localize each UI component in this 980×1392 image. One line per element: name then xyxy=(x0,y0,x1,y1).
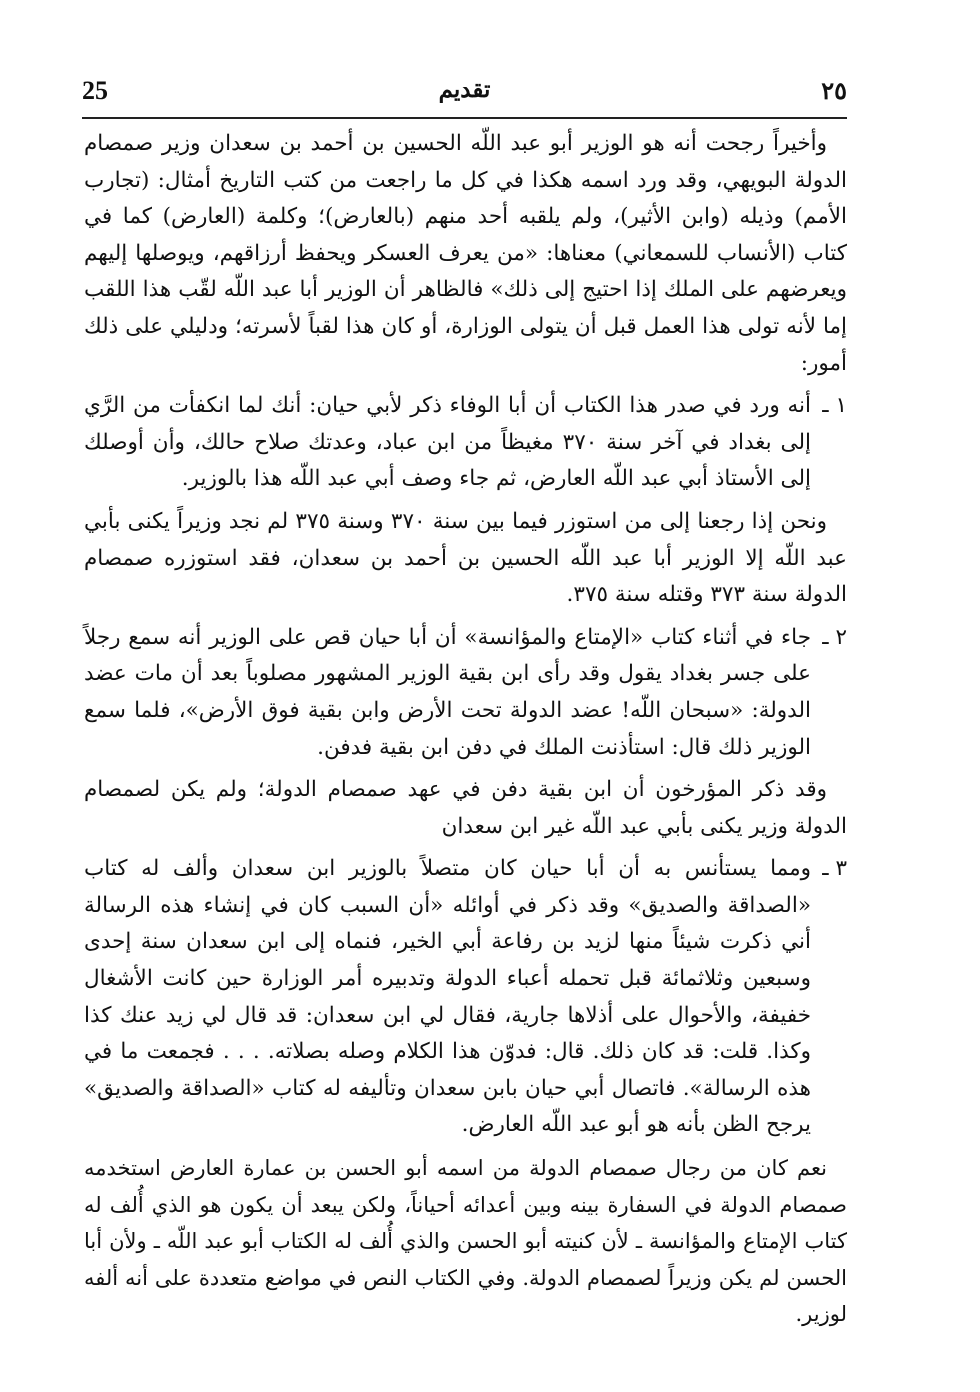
page-body xyxy=(84,126,847,1333)
paragraph-intro: وأخيراً رجحت أنه هو الوزير أبو عبد اللّه الحسين بن أحمد بن سعدان وزير صمصام الدولة البويهي، وقد ورد اسمه هكذا في كل ما راجعت من كتب التاريخ أمثال: (تجارب الأمم) وذيله (وابن الأثير)، ولم يلقبه أحد منهم (بالعارض)؛ وكلمة (العارض) كما في كتاب (الأنساب للسمعاني) معناها: «من يعرف العسكر ويحفظ أرزاقهم، ويوصلها إليهم ويعرضهم على الملك إذا احتيج إلى ذلك» فالظاهر أن الوزير أبا عبد اللّه لقّب هذا اللقب إما لأنه تولى هذا العمل قبل أن يتولى الوزارة، أو كان هذا لقباً لأسرته؛ ودليلي على ذلك أمور: xyxy=(84,131,847,376)
paragraph-ibn-baqiyya: وقد ذكر المؤرخون أن ابن بقية دفن في عهد صمصام الدولة؛ ولم يكن لصمصام الدولة وزير يكنى بأبي عبد اللّه غير ابن سعدان xyxy=(84,777,847,839)
item-text: جاء في أثناء كتاب «الإمتاع والمؤانسة» أن أبا حيان قص على الوزير أنه سمع رجلاً على جسر بغداد يقول وقد رأى ابن بقية الوزير المشهور مصلوباً بعد أن مات عضد الدولة: «سبحان اللّه! عضد الدولة تحت الأرض وابن بقية فوق الأرض»، فلما سمع الوزير ذلك قال: استأذنت الملك في دفن ابن بقية فدفن. xyxy=(84,624,811,760)
item-number: ١ ـ xyxy=(822,393,847,419)
header-rule xyxy=(82,117,847,119)
page-number-arabic: ٢٥ xyxy=(821,76,847,105)
numbered-item-2 xyxy=(84,620,847,766)
paragraph-vizier-years: ونحن إذا رجعنا إلى من استوزر فيما بين سنة ٣٧٠ وسنة ٣٧٥ لم نجد وزيراً يكنى بأبي عبد اللّه إلا الوزير أبا عبد اللّه الحسين بن أحمد بن سعدان، فقد استوزره صمصام الدولة سنة ٣٧٣ وقتله سنة ٣٧٥. xyxy=(84,508,847,608)
page-title: تقديم xyxy=(438,76,491,103)
item-text: أنه ورد في صدر هذا الكتاب أن أبا الوفاء ذكر لأبي حيان: أنك لما انكفأت من الرَّي إلى بغداد في آخر سنة ٣٧٠ مغيظاً من ابن عباد، وعدتك صلاح حالك، وأن أوصلك إلى الأستاذ أبي عبد اللّه العارض، ثم جاء وصف أبي عبد اللّه هذا بالوزير. xyxy=(84,393,811,492)
item-text: ومما يستأنس به أن أبا حيان كان متصلاً بالوزير ابن سعدان وألف له كتاب «الصداقة والصديق» وقد ذكر في أوائله «أن السبب كان في إنشاء هذه الرسالة أني ذكرت شيئاً منها لزيد بن رفاعة أبي الخير، فنماه إلى ابن سعدان سنة إحدى وسبعين وثلاثمائة قبل تحمله أعباء الدولة وتدبيره أمر الوزارة حين كانت الأشغال خفيفة، والأحوال على أذلاها جارية، فقال لي ابن سعدان: قد قال لي زيد عنك كذا وكذا. قلت: قد كان ذلك. قال: فدوّن هذا الكلام وصله بصلاته. . . . فجمعت ما في هذه الرسالة». فاتصال أبي حيان بابن سعدان وتأليفه له كتاب «الصداقة والصديق» يرجح الظن بأنه هو أبو عبد اللّه العارض. xyxy=(84,856,811,1138)
page-number-latin: 25 xyxy=(82,76,108,105)
item-number: ٢ ـ xyxy=(822,624,847,650)
page-header xyxy=(82,76,847,116)
numbered-item-3 xyxy=(84,851,847,1144)
item-number: ٣ ـ xyxy=(822,856,847,882)
paragraph-conclusion: نعم كان من رجال صمصام الدولة من اسمه أبو الحسن بن عمارة العارض استخدمه صمصام الدولة في السفارة بينه وبين أعدائه أحياناً، ولكن يبعد أن يكون هو الذي أُلف له كتاب الإمتاع والمؤانسة ـ لأن كنيته أبو الحسن والذي أُلف له الكتاب أبو عبد اللّه ـ ولأن أبا الحسن لم يكن وزيراً لصمصام الدولة. وفي الكتاب النص في مواضع متعددة على أنه ألفه لوزير. xyxy=(84,1156,847,1327)
numbered-item-1 xyxy=(84,388,847,498)
